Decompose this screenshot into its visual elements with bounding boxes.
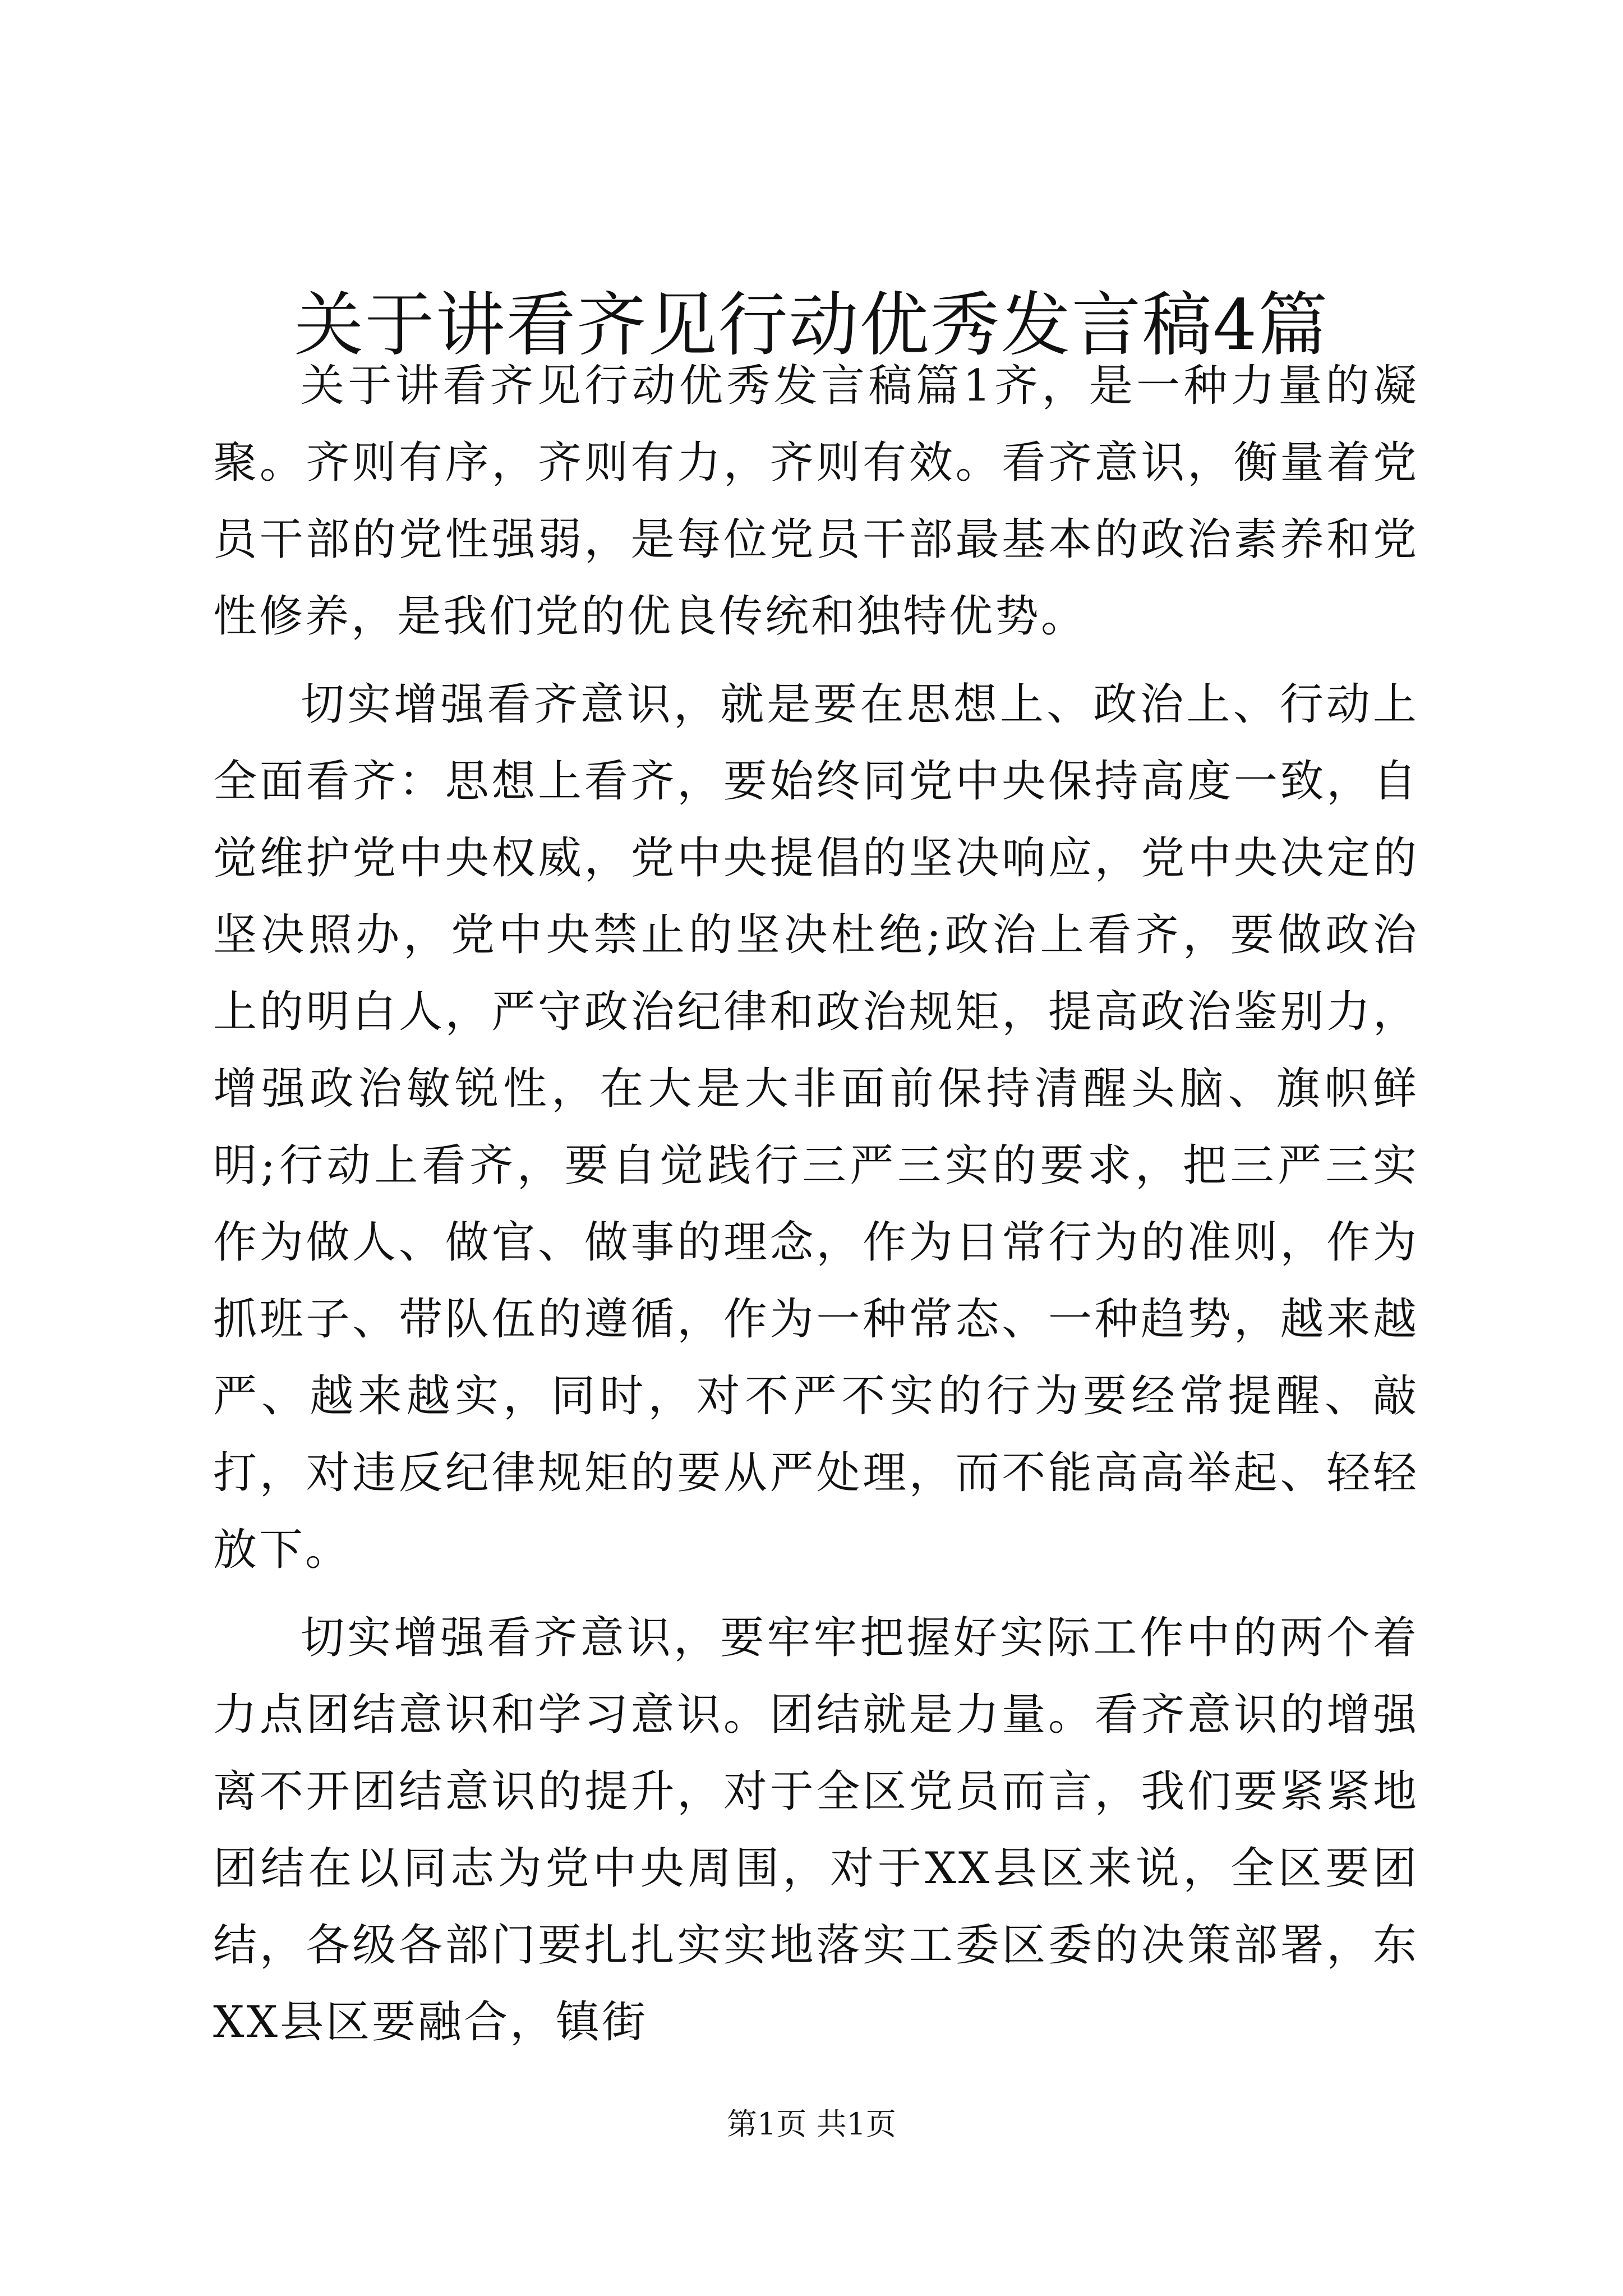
document-body [213, 348, 1419, 2061]
paragraph-1: 关于讲看齐见行动优秀发言稿篇1齐，是一种力量的凝聚。齐则有序，齐则有力，齐则有效。看齐意识，衡量着党员干部的党性强弱，是每位党员干部最基本的政治素养和党性修养，是我们党的优良传统和独特优势。 [213, 361, 1419, 642]
paragraph-3: 切实增强看齐意识，要牢牢把握好实际工作中的两个着力点团结意识和学习意识。团结就是力量。看齐意识的增强离不开团结意识的提升，对于全区党员而言，我们要紧紧地团结在以同志为党中央周围，对于XX县区来说，全区要团结，各级各部门要扎扎实实地落实工委区委的决策部署，东XX县区要融合，镇街 [213, 1613, 1419, 2047]
document-title: 关于讲看齐见行动优秀发言稿4篇 [294, 285, 1329, 366]
page-footer: 第1页 共1页 [727, 2106, 896, 2142]
paragraph-2: 切实增强看齐意识，就是要在思想上、政治上、行动上全面看齐：思想上看齐，要始终同党中央保持高度一致，自觉维护党中央权威，党中央提倡的坚决响应，党中央决定的坚决照办，党中央禁止的坚决杜绝;政治上看齐，要做政治上的明白人，严守政治纪律和政治规矩，提高政治鉴别力，增强政治敏锐性，在大是大非面前保持清醒头脑、旗帜鲜明;行动上看齐，要自觉践行三严三实的要求，把三严三实作为做人、做官、做事的理念，作为日常行为的准则，作为抓班子、带队伍的遵循，作为一种常态、一种趋势，越来越严、越来越实，同时，对不严不实的行为要经常提醒、敲打，对违反纪律规矩的要从严处理，而不能高高举起、轻轻放下。 [213, 679, 1419, 1575]
